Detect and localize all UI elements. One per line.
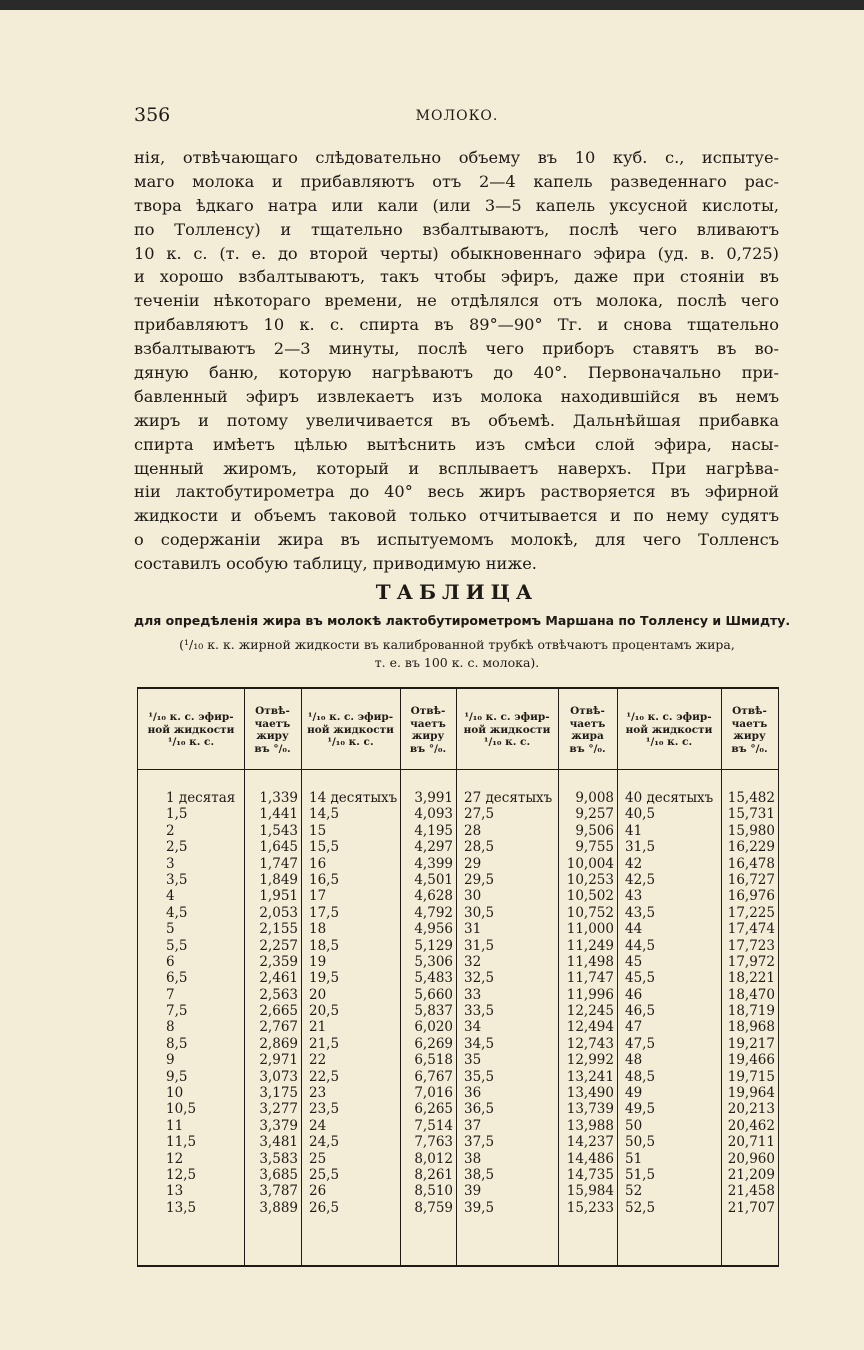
volume-cell: 44,5 [625, 937, 656, 954]
table-header-divider [138, 769, 778, 770]
volume-cell: 40 десятыхъ [625, 790, 714, 806]
text-line: о содержаніи жира въ испытуемомъ молокѣ, для чего Толленсъ [134, 530, 779, 550]
fat-cell: 10,004 [566, 855, 614, 872]
fat-cell: 12,743 [566, 1035, 614, 1052]
volume-cell: 51,5 [625, 1166, 656, 1183]
fat-cell: 8,261 [414, 1166, 453, 1183]
header-text: жиру [733, 730, 766, 742]
volume-cell: 50,5 [625, 1134, 656, 1151]
volume-cell: 45 [625, 953, 643, 970]
volume-cell: 31,5 [625, 839, 656, 856]
fat-cell: 9,257 [575, 806, 614, 823]
header-text: ¹/₁₀ к. с. эфир- [307, 711, 394, 724]
fat-cell: 11,996 [566, 986, 614, 1003]
volume-cell: 12,5 [166, 1166, 197, 1183]
fat-cell: 19,466 [727, 1052, 775, 1069]
page-top-edge [0, 0, 864, 10]
volume-cell: 46 [625, 986, 643, 1003]
text-line: взбалтываютъ 2—3 минуты, послѣ чего приборъ ставятъ въ во- [134, 339, 779, 359]
text-line: ніи лактобутирометра до 40° весь жиръ растворяется въ эфирной [134, 482, 779, 502]
fat-cell: 3,685 [259, 1166, 298, 1183]
volume-cell: 29 [464, 855, 482, 872]
volume-cell: 47 [625, 1019, 643, 1036]
fat-cell: 2,869 [259, 1035, 298, 1052]
header-volume [456, 693, 558, 767]
fat-cell: 19,217 [727, 1035, 775, 1052]
page-number: 356 [134, 104, 171, 126]
column-rule [456, 689, 457, 1265]
volume-cell: 17 [309, 888, 327, 905]
fat-cell: 13,988 [566, 1117, 614, 1134]
volume-cell: 1 десятая [166, 790, 236, 806]
fat-cell: 10,253 [566, 871, 614, 888]
fat-cell: 13,490 [566, 1085, 614, 1102]
volume-cell: 29,5 [464, 871, 495, 888]
fat-cell: 2,053 [259, 904, 298, 921]
volume-cell: 38 [464, 1150, 482, 1167]
volume-cell: 49 [625, 1085, 643, 1102]
text-line: по Толленсу) и тщательно взбалтываютъ, послѣ чего вливаютъ [134, 219, 779, 239]
header-text: жира [571, 730, 604, 742]
volume-cell: 9 [166, 1052, 175, 1069]
volume-cell: 2 [166, 822, 175, 839]
header-text: ¹/₁₀ к. с. [327, 736, 374, 749]
fat-cell: 3,889 [259, 1199, 298, 1216]
body-paragraph [134, 146, 779, 576]
fat-cell: 8,759 [414, 1199, 453, 1216]
fat-cell: 3,277 [259, 1101, 298, 1118]
fat-cell: 14,486 [566, 1150, 614, 1167]
header-text: въ °/₀. [254, 742, 291, 755]
volume-column [464, 790, 552, 1216]
fat-cell: 15,984 [566, 1183, 614, 1200]
fat-cell: 1,339 [259, 790, 298, 806]
volume-cell: 23,5 [309, 1101, 340, 1118]
volume-cell: 19,5 [309, 970, 340, 987]
volume-cell: 15,5 [309, 839, 340, 856]
fat-cell: 1,441 [259, 806, 298, 823]
volume-cell: 5,5 [166, 937, 188, 954]
volume-cell: 8,5 [166, 1035, 188, 1052]
fat-cell: 2,461 [259, 970, 298, 987]
fat-cell: 18,719 [727, 1003, 775, 1020]
volume-cell: 21,5 [309, 1035, 340, 1052]
text-line: жидкости и объемъ таковой только отчитывается и по нему судятъ [134, 506, 779, 526]
volume-cell: 35 [464, 1052, 482, 1069]
volume-cell: 35,5 [464, 1068, 495, 1085]
volume-cell: 4 [166, 888, 175, 905]
volume-cell: 21 [309, 1019, 327, 1036]
fat-cell: 5,306 [414, 953, 453, 970]
fat-column [400, 790, 453, 1216]
volume-cell: 26 [309, 1183, 327, 1200]
header-text: въ °/₀. [731, 742, 768, 755]
volume-cell: 15 [309, 822, 327, 839]
volume-cell: 33,5 [464, 1003, 495, 1020]
volume-cell: 47,5 [625, 1035, 656, 1052]
volume-cell: 22,5 [309, 1068, 340, 1085]
header-text: ной жидкости [147, 723, 235, 736]
volume-cell: 42,5 [625, 871, 656, 888]
fat-cell: 16,727 [727, 871, 775, 888]
fat-cell: 3,175 [259, 1085, 298, 1102]
fat-cell: 6,518 [414, 1052, 453, 1069]
fat-column [558, 790, 614, 1216]
fat-cell: 11,249 [566, 937, 614, 954]
fat-cell: 19,715 [727, 1068, 775, 1085]
volume-cell: 37,5 [464, 1134, 495, 1151]
volume-cell: 28 [464, 822, 482, 839]
fat-cell: 16,478 [727, 855, 775, 872]
volume-cell: 39 [464, 1183, 482, 1200]
volume-cell: 24 [309, 1117, 327, 1134]
fat-cell: 2,563 [259, 986, 298, 1003]
fat-cell: 3,379 [259, 1117, 298, 1134]
fat-cell: 18,221 [727, 970, 775, 987]
text-line: составилъ особую таблицу, приводимую ниже. [134, 554, 537, 574]
volume-cell: 48,5 [625, 1068, 656, 1085]
fat-cell: 18,470 [727, 986, 775, 1003]
fat-cell: 7,763 [414, 1134, 453, 1151]
text-line: маго молока и прибавляютъ отъ 2—4 капель разведеннаго рас- [134, 171, 779, 191]
fat-cell: 1,747 [259, 855, 298, 872]
volume-cell: 12 [166, 1150, 184, 1167]
volume-cell: 33 [464, 986, 482, 1003]
volume-cell: 22 [309, 1052, 327, 1069]
volume-cell: 30,5 [464, 904, 495, 921]
volume-cell: 23 [309, 1085, 327, 1102]
header-text: ¹/₁₀ к. с. эфир- [464, 711, 550, 724]
fat-cell: 20,462 [727, 1117, 775, 1134]
volume-cell: 49,5 [625, 1101, 656, 1118]
volume-cell: 9,5 [166, 1068, 188, 1085]
fat-cell: 15,980 [727, 822, 775, 839]
volume-cell: 34 [464, 1019, 482, 1036]
fat-cell: 1,645 [259, 839, 298, 856]
header-volume [138, 693, 244, 767]
volume-cell: 40,5 [625, 806, 656, 823]
fat-cell: 3,991 [414, 790, 453, 806]
fat-cell: 14,237 [566, 1134, 614, 1151]
volume-cell: 1,5 [166, 806, 188, 823]
fat-cell: 11,747 [566, 970, 614, 987]
fat-cell: 5,483 [414, 970, 453, 987]
fat-cell: 4,195 [414, 822, 453, 839]
header-fat [721, 693, 778, 767]
volume-cell: 13,5 [166, 1199, 197, 1216]
fat-cell: 3,583 [259, 1150, 298, 1167]
table-note-line: (¹/₁₀ к. к. жирной жидкости въ калиброванной трубкѣ отвѣчаютъ процентамъ жира, [179, 637, 735, 652]
volume-cell: 25 [309, 1150, 327, 1167]
fat-cell: 8,012 [414, 1150, 453, 1167]
fat-cell: 7,514 [414, 1117, 453, 1134]
fat-cell: 6,265 [414, 1101, 453, 1118]
fat-cell: 17,723 [727, 937, 775, 954]
volume-cell: 13 [166, 1183, 184, 1200]
volume-cell: 11,5 [166, 1134, 197, 1151]
fat-cell: 1,849 [259, 871, 298, 888]
volume-cell: 28,5 [464, 839, 495, 856]
table-note-line: т. е. въ 100 к. с. молока). [374, 655, 540, 670]
fat-cell: 11,000 [566, 921, 614, 938]
volume-cell: 3,5 [166, 871, 188, 888]
volume-cell: 27 десятыхъ [464, 790, 553, 806]
header-text: чаетъ [569, 717, 606, 730]
text-line: теченіи нѣкотораго времени, не отдѣлялся отъ молока, послѣ чего [134, 291, 779, 311]
volume-cell: 24,5 [309, 1134, 340, 1151]
fat-cell: 2,257 [259, 937, 298, 954]
volume-cell: 6 [166, 953, 175, 970]
volume-cell: 43,5 [625, 904, 656, 921]
header-text: ¹/₁₀ к. с. [167, 736, 215, 749]
fat-cell: 16,229 [727, 839, 775, 856]
volume-cell: 10 [166, 1085, 184, 1102]
header-text: чаетъ [731, 717, 768, 730]
volume-cell: 32 [464, 953, 482, 970]
fat-cell: 17,474 [727, 921, 775, 938]
fat-cell: 4,501 [414, 871, 453, 888]
volume-cell: 36 [464, 1085, 482, 1102]
header-text: чаетъ [410, 717, 446, 730]
volume-cell: 18 [309, 921, 327, 938]
volume-cell: 11 [166, 1117, 184, 1134]
fat-cell: 5,837 [414, 1003, 453, 1020]
fat-cell: 3,481 [259, 1134, 298, 1151]
volume-cell: 32,5 [464, 970, 495, 987]
volume-cell: 37 [464, 1117, 482, 1134]
volume-cell: 6,5 [166, 970, 188, 987]
volume-cell: 31,5 [464, 937, 495, 954]
header-text: ¹/₁₀ к. с. эфир- [626, 711, 712, 724]
fat-cell: 21,209 [727, 1166, 775, 1183]
fat-determination-table [137, 687, 779, 1267]
fat-cell: 1,951 [259, 888, 298, 905]
table-subtitle: для опредѣленія жира въ молокѣ лактобутирометромъ Маршана по Толленсу и Шмидту. [134, 613, 791, 628]
volume-cell: 17,5 [309, 904, 340, 921]
volume-cell: 48 [625, 1052, 643, 1069]
volume-cell: 41 [625, 822, 643, 839]
header-text: ной жидкости [463, 723, 551, 736]
volume-cell: 43 [625, 888, 643, 905]
text-line: жиръ и потому увеличивается въ объемѣ. Дальнѣйшая прибавка [134, 410, 779, 430]
fat-column [721, 790, 775, 1216]
volume-cell: 50 [625, 1117, 643, 1134]
fat-cell: 9,008 [575, 790, 614, 806]
text-line: и хорошо взбалтываютъ, такъ чтобы эфиръ, даже при стояніи въ [134, 267, 779, 287]
fat-cell: 21,458 [727, 1183, 775, 1200]
fat-cell: 15,233 [566, 1199, 614, 1216]
column-rule [301, 689, 302, 1265]
fat-cell: 17,225 [727, 904, 775, 921]
fat-cell: 10,752 [566, 904, 614, 921]
text-line: дяную баню, которую нагрѣваютъ до 40°. Первоначально при- [134, 363, 779, 383]
header-text: жиру [256, 730, 289, 742]
header-volume [617, 693, 721, 767]
volume-cell: 27,5 [464, 806, 495, 823]
fat-cell: 4,628 [414, 888, 453, 905]
text-line: щенный жиромъ, который и всплываетъ наверхъ. При нагрѣва- [134, 458, 779, 478]
volume-cell: 46,5 [625, 1003, 656, 1020]
volume-cell: 10,5 [166, 1101, 197, 1118]
fat-cell: 12,494 [566, 1019, 614, 1036]
volume-cell: 5 [166, 921, 175, 938]
volume-cell: 14,5 [309, 806, 340, 823]
fat-cell: 12,992 [566, 1052, 614, 1069]
volume-cell: 14 десятыхъ [309, 790, 398, 806]
fat-cell: 18,968 [727, 1019, 775, 1036]
fat-cell: 16,976 [727, 888, 775, 905]
header-text: ¹/₁₀ к. с. [645, 736, 693, 749]
page-header [134, 104, 780, 130]
fat-cell: 12,245 [566, 1003, 614, 1020]
fat-cell: 4,792 [414, 904, 453, 921]
volume-column [166, 790, 235, 1216]
header-text: чаетъ [254, 717, 291, 730]
fat-cell: 21,707 [727, 1199, 775, 1216]
header-fat [244, 693, 301, 767]
volume-column [309, 790, 397, 1216]
fat-column [244, 790, 298, 1216]
text-line: спирта имѣетъ цѣлью вытѣснить изъ смѣси слой эфира, насы- [134, 434, 779, 454]
volume-cell: 30 [464, 888, 482, 905]
fat-cell: 1,543 [259, 822, 298, 839]
volume-cell: 2,5 [166, 839, 188, 856]
table-note [134, 636, 780, 672]
volume-cell: 36,5 [464, 1101, 495, 1118]
fat-cell: 5,660 [414, 986, 453, 1003]
fat-cell: 7,016 [414, 1085, 453, 1102]
fat-cell: 13,739 [566, 1101, 614, 1118]
fat-cell: 2,665 [259, 1003, 298, 1020]
fat-cell: 10,502 [566, 888, 614, 905]
volume-cell: 7,5 [166, 1003, 188, 1020]
fat-cell: 2,767 [259, 1019, 298, 1036]
fat-cell: 2,155 [259, 921, 298, 938]
header-text: Отвѣ- [255, 705, 290, 717]
volume-cell: 39,5 [464, 1199, 495, 1216]
text-line: 10 к. с. (т. е. до второй черты) обыкновеннаго эфира (уд. в. 0,725) [134, 243, 779, 263]
table-title: ТАБЛИЦА [375, 580, 539, 604]
header-fat [558, 693, 617, 767]
fat-cell: 20,213 [727, 1101, 775, 1118]
volume-cell: 31 [464, 921, 482, 938]
volume-cell: 18,5 [309, 937, 340, 954]
fat-cell: 4,956 [414, 921, 453, 938]
fat-cell: 9,755 [575, 839, 614, 856]
text-line: твора ѣдкаго натра или кали (или 3—5 капель уксусной кислоты, [134, 195, 779, 215]
volume-cell: 38,5 [464, 1166, 495, 1183]
header-text: въ °/₀. [409, 742, 447, 755]
volume-cell: 51 [625, 1150, 643, 1167]
fat-cell: 20,711 [727, 1134, 775, 1151]
header-fat [400, 693, 456, 767]
fat-cell: 8,510 [414, 1183, 453, 1200]
fat-cell: 5,129 [414, 937, 453, 954]
volume-cell: 42 [625, 855, 643, 872]
volume-cell: 16 [309, 855, 327, 872]
volume-cell: 45,5 [625, 970, 656, 987]
volume-cell: 52 [625, 1183, 643, 1200]
fat-cell: 9,506 [575, 822, 614, 839]
text-line: прибавляютъ 10 к. с. спирта въ 89°—90° Тг. и снова тщательно [134, 315, 779, 335]
header-text: Отвѣ- [410, 705, 446, 717]
fat-cell: 4,093 [414, 806, 453, 823]
fat-cell: 17,972 [727, 953, 775, 970]
volume-cell: 3 [166, 855, 175, 872]
fat-cell: 2,971 [259, 1052, 298, 1069]
header-text: ной жидкости [307, 723, 394, 736]
volume-cell: 20,5 [309, 1003, 340, 1020]
volume-cell: 26,5 [309, 1199, 340, 1216]
header-text: Отвѣ- [570, 705, 605, 717]
volume-cell: 34,5 [464, 1035, 495, 1052]
fat-cell: 15,482 [727, 790, 775, 806]
header-text: жиру [411, 730, 445, 742]
running-title: МОЛОКО. [415, 108, 499, 124]
text-line: бавленный эфиръ извлекаетъ изъ молока находившійся въ немъ [134, 386, 779, 406]
volume-cell: 8 [166, 1019, 175, 1036]
fat-cell: 6,020 [414, 1019, 453, 1036]
fat-cell: 6,767 [414, 1068, 453, 1085]
volume-cell: 4,5 [166, 904, 188, 921]
header-volume [301, 693, 400, 767]
volume-cell: 52,5 [625, 1199, 656, 1216]
fat-cell: 13,241 [566, 1068, 614, 1085]
fat-cell: 14,735 [566, 1166, 614, 1183]
volume-cell: 25,5 [309, 1166, 340, 1183]
header-text: въ °/₀. [569, 742, 606, 755]
header-text: ¹/₁₀ к. с. [483, 736, 531, 749]
column-rule [617, 689, 618, 1265]
fat-cell: 15,731 [727, 806, 775, 823]
fat-cell: 11,498 [566, 953, 614, 970]
header-text: ¹/₁₀ к. с. эфир- [148, 711, 234, 724]
header-text: ной жидкости [625, 723, 713, 736]
fat-cell: 19,964 [727, 1085, 775, 1102]
fat-cell: 20,960 [727, 1150, 775, 1167]
header-text: Отвѣ- [732, 705, 767, 717]
volume-cell: 7 [166, 986, 175, 1003]
volume-cell: 20 [309, 986, 327, 1003]
volume-cell: 44 [625, 921, 643, 938]
volume-column [625, 790, 713, 1216]
fat-cell: 3,787 [259, 1183, 298, 1200]
volume-cell: 19 [309, 953, 327, 970]
fat-cell: 2,359 [259, 953, 298, 970]
fat-cell: 4,297 [414, 839, 453, 856]
text-line: нія, отвѣчающаго слѣдовательно объему въ 10 куб. с., испытуе- [134, 148, 779, 167]
fat-cell: 6,269 [414, 1035, 453, 1052]
fat-cell: 3,073 [259, 1068, 298, 1085]
volume-cell: 16,5 [309, 871, 340, 888]
fat-cell: 4,399 [414, 855, 453, 872]
